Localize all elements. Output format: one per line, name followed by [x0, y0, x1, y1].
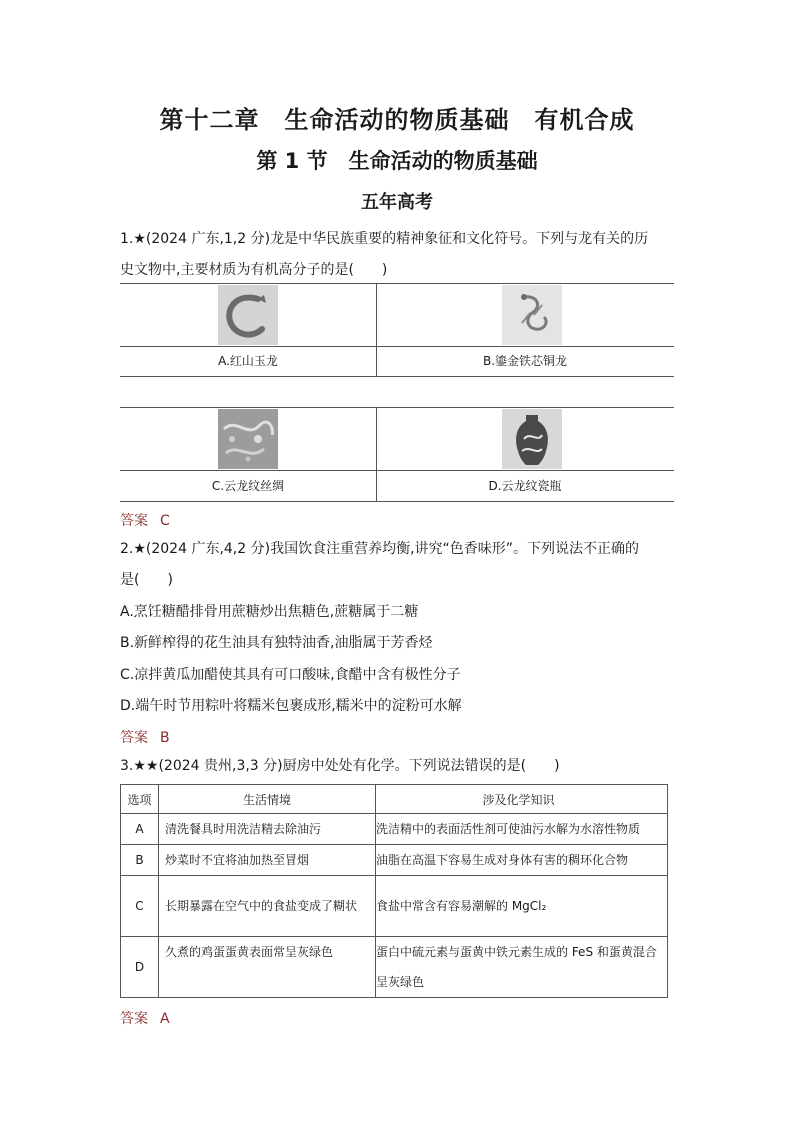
table-header-row: [121, 785, 668, 814]
silk-dragon-image: [218, 409, 278, 469]
section-title: 第 1 节 生命活动的物质基础: [256, 149, 538, 173]
table-header-option: 选项: [121, 785, 159, 814]
table-row: B 炒菜时不宜将油加热至冒烟 油脂在高温下容易生成对身体有害的稠环化合物: [121, 845, 668, 876]
table-row: A 清洗餐具时用洗洁精去除油污 洗洁精中的表面活性剂可使油污水解为水溶性物质: [121, 814, 668, 845]
question-2-option-c: C.凉拌黄瓜加醋使其具有可口酸味,食醋中含有极性分子: [120, 667, 461, 683]
question-2-text: 2.★(2024 广东,4,2 分)我国饮食注重营养均衡,讲究“色香味形”。下列说法不正确的 是( ): [120, 541, 640, 588]
option-a-label: A.红山玉龙: [218, 354, 278, 368]
answer-2: 答案 B: [120, 730, 170, 746]
table-row: D 久煮的鸡蛋蛋黄表面常呈灰绿色 蛋白中硫元素与蛋黄中铁元素生成的 FeS 和蛋黄混合呈灰绿色: [121, 937, 668, 998]
question-3-table: [120, 784, 668, 998]
question-2-option-d: D.端午时节用粽叶将糯米包裹成形,糯米中的淀粉可水解: [120, 698, 462, 714]
option-b-label: B.鎏金铁芯铜龙: [482, 354, 568, 368]
table-row: C 长期暴露在空气中的食盐变成了糊状 食盐中常含有容易潮解的 MgCl₂: [121, 876, 668, 937]
chapter-title: 第十二章 生命活动的物质基础 有机合成: [159, 106, 635, 134]
table-header-knowledge: 涉及化学知识: [376, 785, 668, 814]
question-3-text: 3.★★(2024 贵州,3,3 分)厨房中处处有化学。下列说法错误的是( ): [120, 758, 560, 774]
bronze-dragon-image: [502, 285, 562, 345]
porcelain-vase-image: [502, 409, 562, 469]
answer-3: 答案 A: [120, 1011, 170, 1027]
option-d-label: D.云龙纹瓷瓶: [488, 479, 562, 493]
subtitle: 五年高考: [361, 192, 433, 213]
table-header-scene: 生活情境: [159, 785, 376, 814]
question-2-option-a: A.烹饪糖醋排骨用蔗糖炒出焦糖色,蔗糖属于二糖: [120, 604, 419, 620]
question-2-option-b: B.新鲜榨得的花生油具有独特油香,油脂属于芳香烃: [120, 635, 433, 651]
question-1-text: 1.★(2024 广东,1,2 分)龙是中华民族重要的精神象征和文化符号。下列与龙有关的历 史文物中,主要材质为有机高分子的是( ): [120, 231, 649, 278]
answer-1: 答案 C: [120, 513, 170, 529]
jade-dragon-image: [218, 285, 278, 345]
option-c-label: C.云龙纹丝绸: [211, 479, 285, 493]
